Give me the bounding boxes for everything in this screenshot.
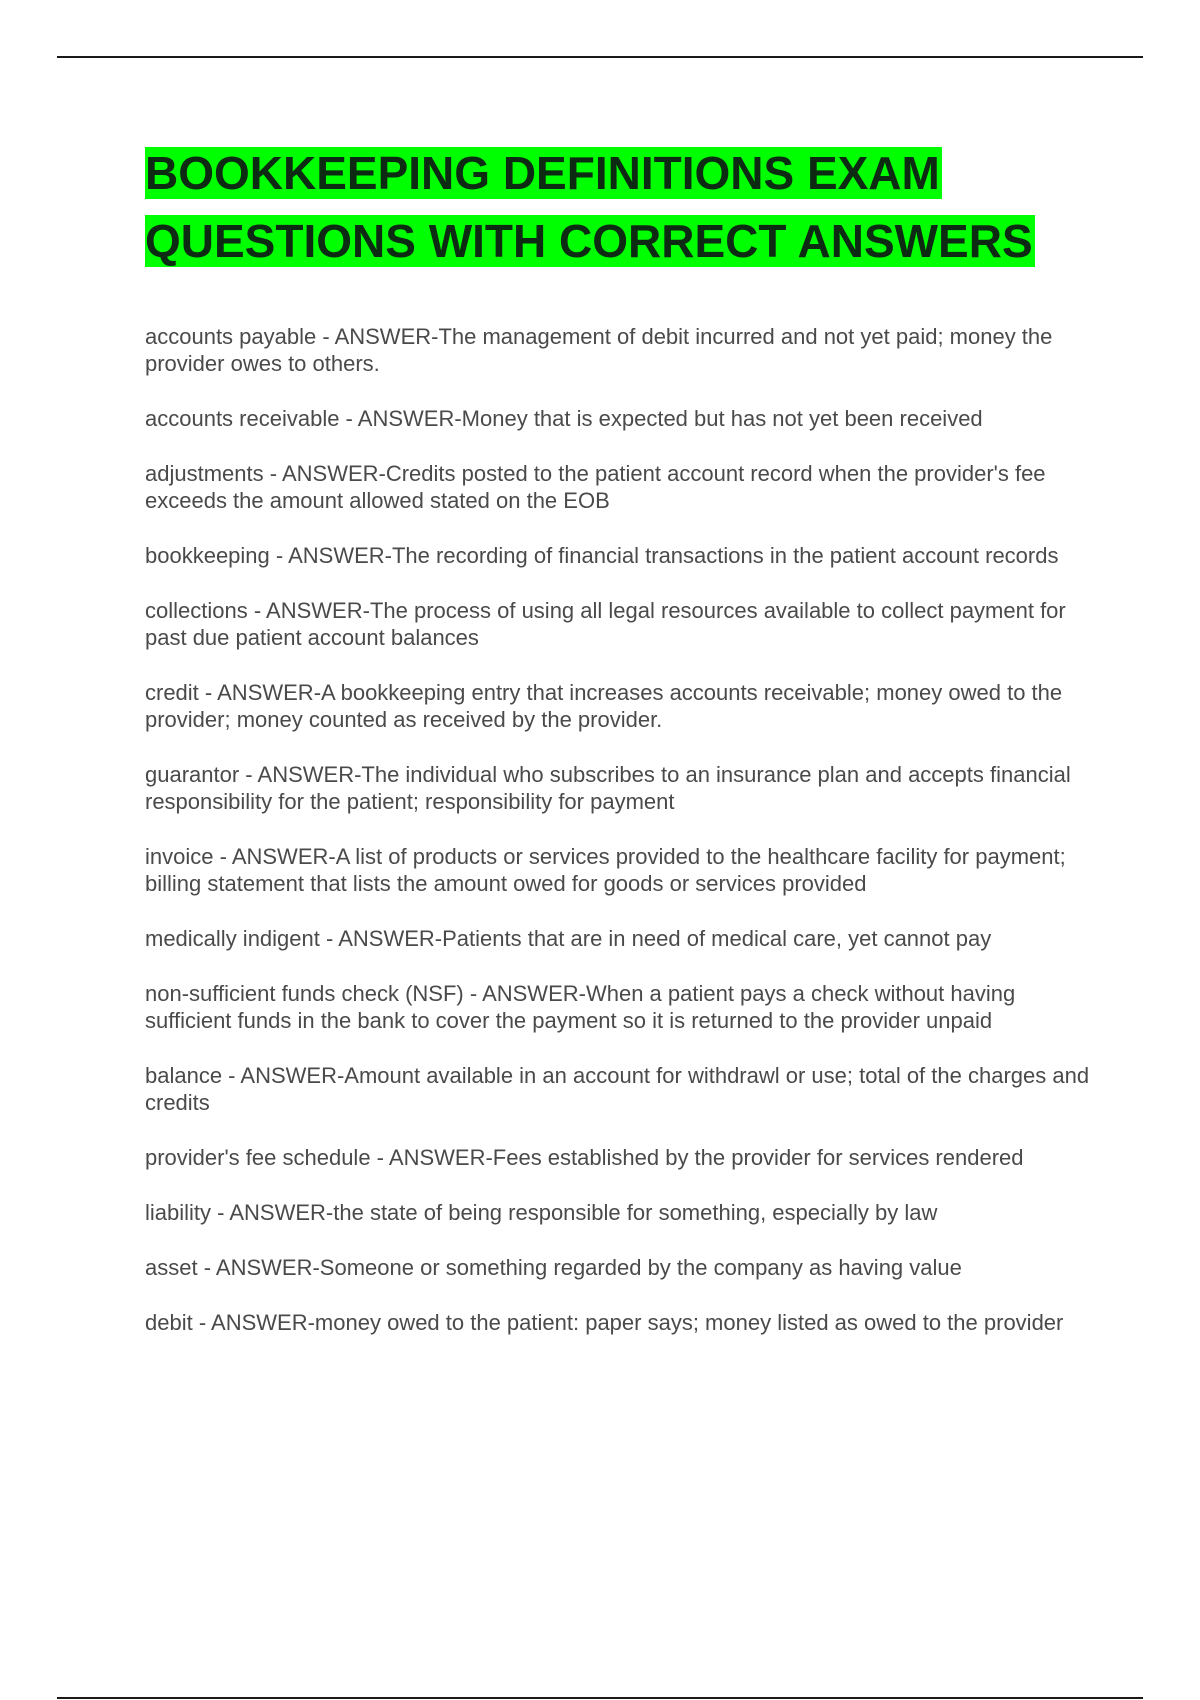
definition-entry: collections - ANSWER-The process of using all legal resources available to collect payment for past due patient account balances xyxy=(145,598,1066,650)
definition-entry: asset - ANSWER-Someone or something regarded by the company as having value xyxy=(145,1255,962,1280)
document-title xyxy=(145,145,1090,281)
definition-entry: accounts receivable - ANSWER-Money that is expected but has not yet been received xyxy=(145,406,983,431)
definition-entry: bookkeeping - ANSWER-The recording of financial transactions in the patient account records xyxy=(145,543,1059,568)
definition-entry: medically indigent - ANSWER-Patients that are in need of medical care, yet cannot pay xyxy=(145,926,992,951)
definition-entry: debit - ANSWER-money owed to the patient: paper says; money listed as owed to the provider xyxy=(145,1310,1064,1335)
definition-entry: adjustments - ANSWER-Credits posted to the patient account record when the provider's fee exceeds the amount allowed stated on the EOB xyxy=(145,461,1046,513)
title-text: BOOKKEEPING DEFINITIONS EXAM QUESTIONS WITH CORRECT ANSWERS xyxy=(145,147,1033,267)
definitions-list xyxy=(145,323,1090,1336)
definition-entry: non-sufficient funds check (NSF) - ANSWER-When a patient pays a check without having sufficient funds in the bank to cover the payment so it is returned to the provider unpaid xyxy=(145,981,1016,1033)
document-body xyxy=(145,145,1090,1364)
definition-entry: provider's fee schedule - ANSWER-Fees established by the provider for services rendered xyxy=(145,1145,1024,1170)
definition-entry: credit - ANSWER-A bookkeeping entry that increases accounts receivable; money owed to the provider; money counted as received by the provider. xyxy=(145,680,1063,732)
definition-entry: balance - ANSWER-Amount available in an account for withdrawl or use; total of the charges and credits xyxy=(145,1063,1090,1115)
definition-entry: guarantor - ANSWER-The individual who subscribes to an insurance plan and accepts financial responsibility for the patient; responsibility for payment xyxy=(145,762,1071,814)
definition-entry: liability - ANSWER-the state of being responsible for something, especially by law xyxy=(145,1200,938,1225)
bottom-rule xyxy=(57,1697,1143,1699)
definition-entry: invoice - ANSWER-A list of products or services provided to the healthcare facility for payment; billing statement that lists the amount owed for goods or services provided xyxy=(145,844,1066,896)
definition-entry: accounts payable - ANSWER-The management of debit incurred and not yet paid; money the provider owes to others. xyxy=(145,324,1053,376)
top-rule xyxy=(57,56,1143,58)
